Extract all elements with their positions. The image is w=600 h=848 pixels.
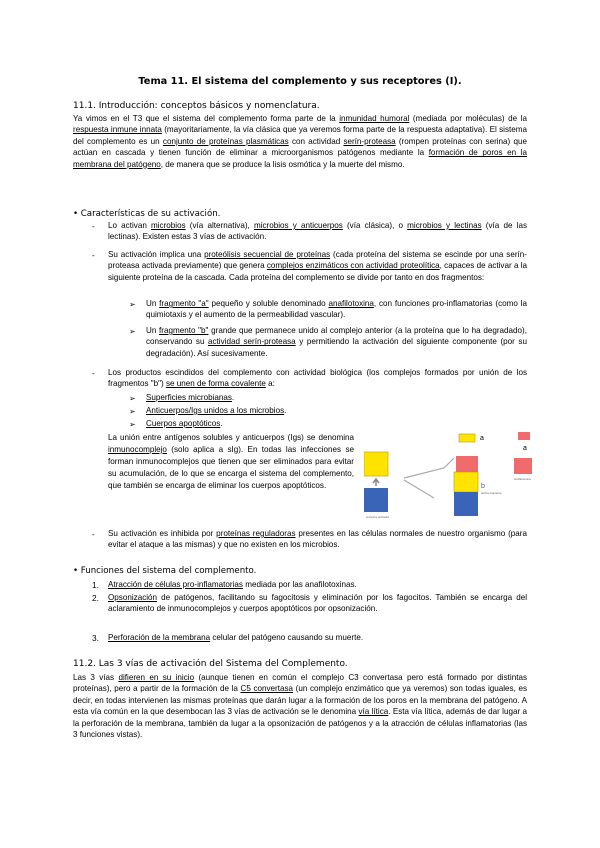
small-caption: anafilotoxina xyxy=(514,477,531,481)
list-number: 2. xyxy=(92,593,99,603)
page-title: Tema 11. El sistema del complemento y sus receptores (I). xyxy=(138,76,462,87)
immunocomplex-paragraph: La unión entre antígenos solubles y anticuerpos (Igs) se denomina inmunocomplejo (solo aplica a sIg). En todas las infecciones se forman inmunocomplejos que tienen que ser eliminados para evitar su acumulación, de lo que se encarga el sistema del complemento, que también se encarga de eliminar los cuerpos apoptóticos. xyxy=(108,433,354,491)
yellow-protein-mid xyxy=(454,472,478,492)
function-item-1: Atracción de células pro-inflamatorias mediada por las anafilotoxinas. xyxy=(108,580,357,589)
arrow-bullet: ➢ xyxy=(129,300,136,309)
dash-bullet: - xyxy=(92,369,95,378)
small-yellow-block xyxy=(459,434,475,442)
dash-bullet: - xyxy=(92,530,95,539)
small-caption: activa siguiente xyxy=(481,491,502,495)
function-item-3: Perforación de la membrana celular del patógeno causando su muerte. xyxy=(108,633,364,642)
red-fragment-right xyxy=(514,458,532,474)
label-a: a xyxy=(480,435,484,442)
arrow-bullet: ➢ xyxy=(129,327,136,336)
arrow-bullet: ➢ xyxy=(129,394,136,403)
blue-protein-mid xyxy=(454,492,478,516)
intro-paragraph: Ya vimos en el T3 que el sistema del complemento forma parte de la inmunidad humoral (mediada por moléculas) de la respuesta inmune innata (mayoritariamente, la vía clásica que ya veremos forma parte de la respuesta adaptativa). El sistema del complemento es un conjunto de proteínas plasmáticas con actividad serín-proteasa (rompen proteínas con serina) que actúan en cascada y tienen función de eliminar a microorganismos patógenos mediante la formación de poros en la membrana del patógeno, de manera que se produce la lisis osmótica y la muerte del mismo. xyxy=(73,114,528,169)
activation-heading: • Características de su activación. xyxy=(73,209,221,219)
yellow-protein-left xyxy=(364,452,388,476)
list-number: 1. xyxy=(92,580,99,590)
function-item-2: Opsonización de patógenos, facilitando su fagocitosis y eliminación por los fagocitos. También se encarga del aclaramiento de inmunocomplejos y cuerpos apoptóticos por opsonización. xyxy=(108,593,527,614)
fragment-b-item: Un fragmento "b" grande que permanece unido al complejo anterior (a la proteína que lo ha degradado), conservando su actividad serín-proteasa y permitiendo la activación del siguiente componente (por su degradación). Así sucesivamente. xyxy=(146,326,527,358)
complement-cascade-diagram xyxy=(364,428,534,520)
binding-target-3: Cuerpos apoptóticos. xyxy=(146,419,223,428)
red-fragment-mid xyxy=(456,456,478,472)
label-b: b xyxy=(481,483,485,490)
section-heading-1: 11.1. Introducción: conceptos básicos y nomenclatura. xyxy=(73,101,320,111)
label-a-right: a xyxy=(523,445,527,452)
activation-item-4: Su activación es inhibida por proteínas reguladoras presentes en las células normales de nuestro organismo (para evitar el ataque a las mismas) y que no existen en los microbios. xyxy=(108,529,527,550)
functions-heading: • Funciones del sistema del complemento. xyxy=(73,566,257,576)
list-number: 3. xyxy=(92,633,99,643)
fragment-a-item: Un fragmento "a" pequeño y soluble denominado anafilotoxina, con funciones pro-inflamatorias (como la quimiotaxis y el aumento de la permeabilidad vascular). xyxy=(146,299,527,320)
pathways-paragraph: Las 3 vías difieren en su inicio (aunque tienen en común el complejo C3 convertasa pero está formado por distintas proteínas), pero a partir de la formación de la C5 convertasa (un complejo enzimático que ya veremos) son todas iguales, es decir, en todas intervienen las mismas proteínas que darán lugar a la formación de los poros en la membrana del patógeno. A esta vía común en la que desembocan las 3 vías de activación se le denomina vía lítica. Esta vía lítica, además de dar lugar a la perforación de la membrana, también da lugar a la opsonización de patógenos y a la atracción de células inflamatorias (las 3 funciones vistas). xyxy=(73,673,528,740)
blue-protein-left xyxy=(364,488,388,512)
activation-item-1: Lo activan microbios (vía alternativa), microbios y anticuerpos (vía clásica), o microbios y lectinas (vía de las lectinas). Existen estas 3 vías de activación. xyxy=(108,221,527,242)
binding-target-1: Superficies microbianas. xyxy=(146,393,235,402)
small-red-block xyxy=(518,432,530,440)
section-heading-2: 11.2. Las 3 vías de activación del Sistema del Complemento. xyxy=(73,659,348,669)
dash-bullet: - xyxy=(92,222,95,231)
small-caption: proteína activada xyxy=(366,515,390,519)
dash-bullet: - xyxy=(92,251,95,260)
activation-item-2: Su activación implica una proteólisis secuencial de proteínas (cada proteína del sistema se escinde por una serín-proteasa activada previamente) que genera complejos enzimáticos con actividad proteolítica, capaces de activar a la siguiente proteína de la cascada. Cada proteína del complemento se divide por tanto en dos fragmentos: xyxy=(108,250,527,282)
arrow-bullet: ➢ xyxy=(129,407,136,416)
activation-item-3: Los productos escindidos del complemento con actividad biológica (los complejos formados por unión de los fragmentos "b") se unen de forma covalente a: xyxy=(108,368,527,389)
binding-target-2: Anticuerpos/Igs unidos a los microbios. xyxy=(146,406,287,415)
arrow-bullet: ➢ xyxy=(129,420,136,429)
